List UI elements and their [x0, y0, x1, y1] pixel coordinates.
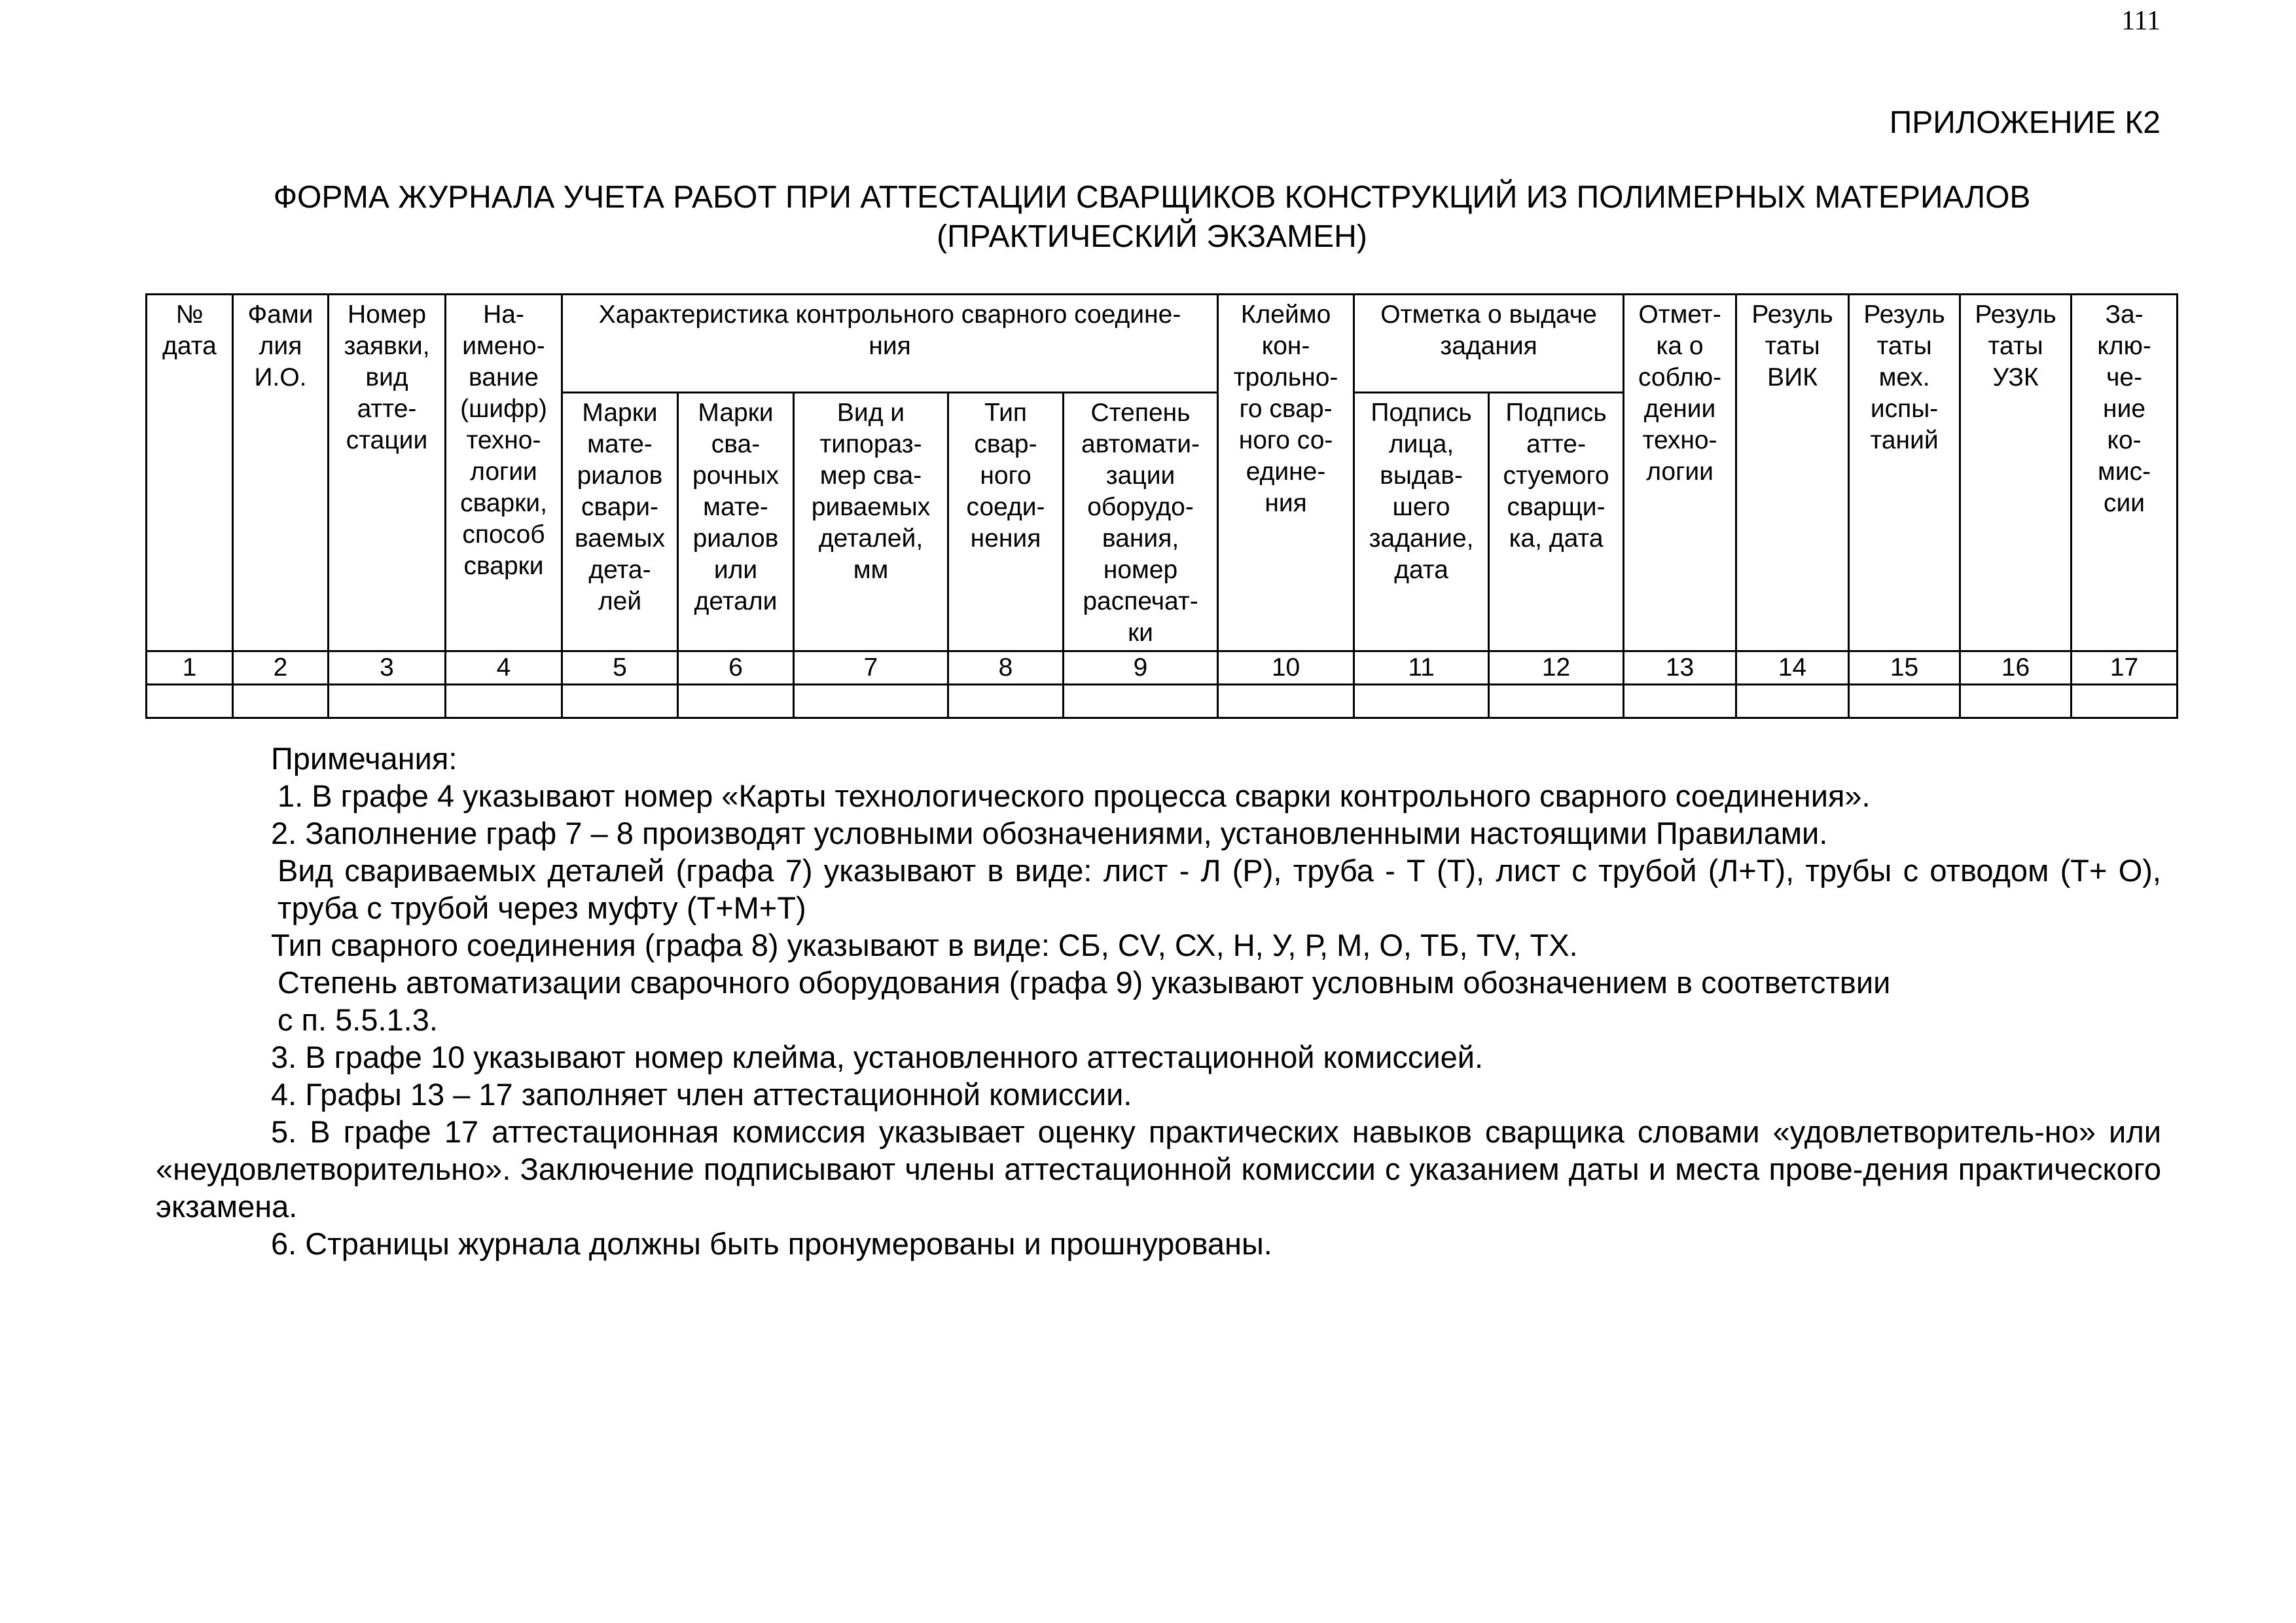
- note-2: 2. Заполнение граф 7 – 8 производят условными обозначениями, установленными настоящими Правилами.: [271, 816, 1828, 850]
- header-group-joint-characteristics: Характеристика контрольного сварного соедине- ния: [562, 295, 1218, 393]
- column-number: 8: [948, 651, 1064, 685]
- empty-cell: [1624, 685, 1736, 718]
- header-welder-signature: Подпись атте- стуемого сварщи- ка, дата: [1489, 393, 1624, 651]
- column-number: 10: [1218, 651, 1354, 685]
- note-2-automation-line1: Степень автоматизации сварочного оборудования (графа 9) указывают условным обозначением в соответствии: [278, 965, 1891, 1000]
- empty-cell: [147, 685, 233, 718]
- empty-cell: [1218, 685, 1354, 718]
- header-technology: На- имено- вание (шифр) техно- логии сварки, способ сварки: [446, 295, 562, 651]
- note-2-automation-line2: с п. 5.5.1.3.: [278, 1002, 438, 1037]
- column-number: 17: [2072, 651, 2178, 685]
- column-number: 3: [329, 651, 446, 685]
- empty-cell: [1736, 685, 1849, 718]
- empty-cell: [1064, 685, 1218, 718]
- journal-form-table: [145, 293, 2178, 719]
- column-number: 2: [233, 651, 329, 685]
- column-number: 12: [1489, 651, 1624, 685]
- empty-cell: [1354, 685, 1489, 718]
- empty-cell: [1489, 685, 1624, 718]
- header-technology-compliance: Отмет- ка о соблю- дении техно- логии: [1624, 295, 1736, 651]
- note-1: 1. В графе 4 указывают номер «Карты технологического процесса сварки контрольного сварного соединения».: [278, 778, 1871, 813]
- column-number: 15: [1849, 651, 1960, 685]
- column-number: 7: [794, 651, 948, 685]
- column-number: 1: [147, 651, 233, 685]
- header-issuer-signature: Подпись лица, выдав- шего задание, дата: [1354, 393, 1489, 651]
- empty-cell: [562, 685, 678, 718]
- column-number: 6: [678, 651, 794, 685]
- page-number: 111: [2121, 6, 2161, 36]
- header-uzk-results: Резуль таты УЗК: [1960, 295, 2072, 651]
- empty-cell: [233, 685, 329, 718]
- title-line-1: ФОРМА ЖУРНАЛА УЧЕТА РАБОТ ПРИ АТТЕСТАЦИИ СВАРЩИКОВ КОНСТРУКЦИЙ ИЗ ПОЛИМЕРНЫХ МАТЕРИАЛОВ: [273, 180, 2031, 215]
- column-number: 16: [1960, 651, 2072, 685]
- empty-cell: [948, 685, 1064, 718]
- notes-section: [156, 740, 2161, 1262]
- column-number: 13: [1624, 651, 1736, 685]
- title-line-2: (ПРАКТИЧЕСКИЙ ЭКЗАМЕН): [937, 219, 1367, 254]
- appendix-label: ПРИЛОЖЕНИЕ К2: [1889, 105, 2161, 140]
- header-welding-materials: Марки сва- рочных мате- риалов или детали: [678, 393, 794, 651]
- note-2-joint-types: Тип сварного соединения (графа 8) указывают в виде: СБ, CV, СХ, Н, У, Р, М, О, ТБ, TV, ТХ.: [271, 928, 1578, 962]
- column-number: 5: [562, 651, 678, 685]
- note-4: 4. Графы 13 – 17 заполняет член аттестационной комиссии.: [271, 1077, 1132, 1112]
- empty-cell: [1849, 685, 1960, 718]
- header-group-assignment-mark: Отметка о выдаче задания: [1354, 295, 1624, 393]
- header-mech-results: Резуль таты мех. испы- таний: [1849, 295, 1960, 651]
- notes-heading: Примечания:: [271, 741, 457, 776]
- column-number: 9: [1064, 651, 1218, 685]
- header-joint-type: Тип свар- ного соеди- нения: [948, 393, 1064, 651]
- empty-entry-row: [147, 685, 2178, 718]
- empty-cell: [329, 685, 446, 718]
- column-number: 11: [1354, 651, 1489, 685]
- empty-cell: [794, 685, 948, 718]
- empty-cell: [1960, 685, 2072, 718]
- column-number: 4: [446, 651, 562, 685]
- document-title: [144, 178, 2160, 257]
- note-5: 5. В графе 17 аттестационная комиссия указывает оценку практических навыков сварщика словами «удовлетворитель-но» или «неудовлетворительно». Заключение подписывают члены аттестационной комиссии с указанием даты и места прове-дения практического экзамена.: [156, 1114, 2161, 1224]
- header-surname: Фами лия И.О.: [233, 295, 329, 651]
- header-vik-results: Резуль таты ВИК: [1736, 295, 1849, 651]
- note-6: 6. Страницы журнала должны быть пронумерованы и прошнурованы.: [271, 1226, 1272, 1261]
- empty-cell: [2072, 685, 2178, 718]
- note-3: 3. В графе 10 указывают номер клейма, установленного аттестационной комиссией.: [271, 1040, 1484, 1074]
- note-2-part-types: Вид свариваемых деталей (графа 7) указывают в виде: лист - Л (Р), труба - Т (Т), лист с трубой (Л+Т), трубы с отводом (Т+ О), труба с трубой через муфту (Т+М+Т): [278, 853, 2161, 925]
- header-number-date: № дата: [147, 295, 233, 651]
- empty-cell: [678, 685, 794, 718]
- header-stamp: Клеймо кон- трольно- го свар- ного со- едине- ния: [1218, 295, 1354, 651]
- header-part-type-size: Вид и типораз- мер сва- риваемых деталей, мм: [794, 393, 948, 651]
- header-automation-degree: Степень автомати- зации оборудо- вания, номер распечат- ки: [1064, 393, 1218, 651]
- empty-cell: [446, 685, 562, 718]
- column-number: 14: [1736, 651, 1849, 685]
- header-base-materials: Марки мате- риалов свари- ваемых дета- лей: [562, 393, 678, 651]
- column-numbers-row: [147, 651, 2178, 685]
- header-commission-conclusion: За- клю- че- ние ко- мис- сии: [2072, 295, 2178, 651]
- header-application: Номер заявки, вид атте- стации: [329, 295, 446, 651]
